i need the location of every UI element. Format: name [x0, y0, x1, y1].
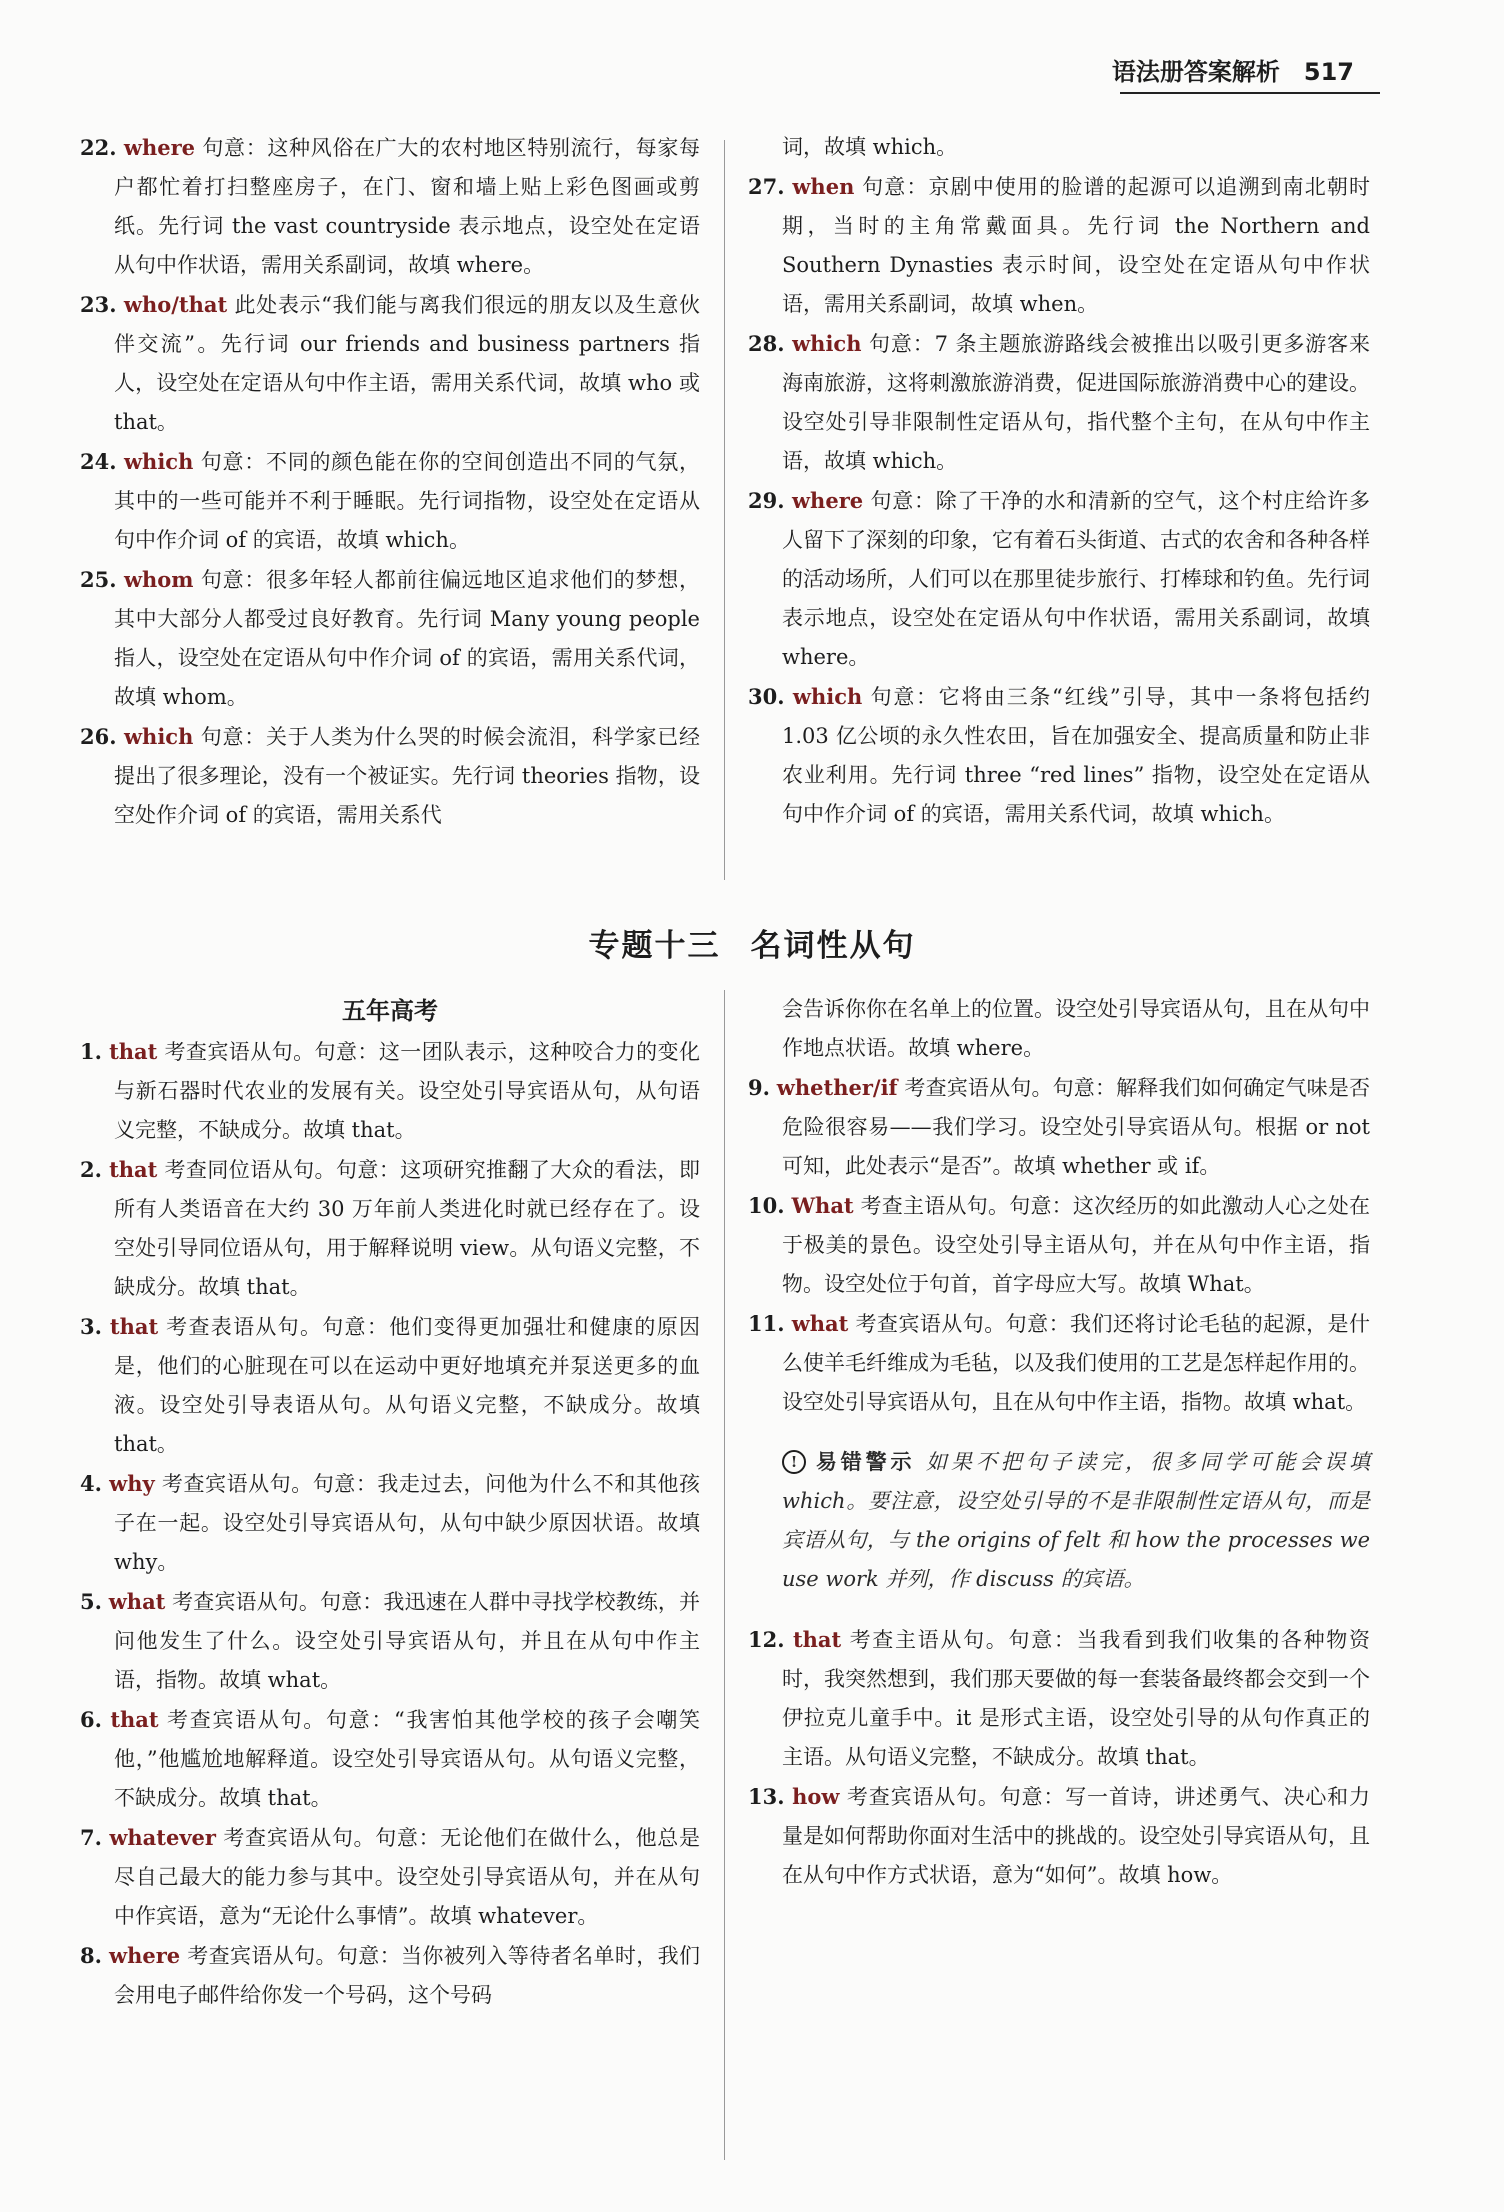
- answer-entry: 5. what 考查宾语从句。句意：我迅速在人群中寻找学校教练，并问他发生了什么。设空处引导宾语从句，并且在从句中作主语，指物。故填 what。: [80, 1589, 700, 1692]
- answer-word: why: [109, 1471, 155, 1496]
- answer-word: that: [110, 1707, 159, 1732]
- answer-word: which: [123, 724, 194, 749]
- answer-word: where: [109, 1943, 181, 1968]
- answer-entry: 11. what 考查宾语从句。句意：我们还将讨论毛毡的起源，是什么使羊毛纤维成为毛毡，以及我们使用的工艺是怎样起作用的。设空处引导宾语从句，且在从句中作主语，指物。故填 what。: [748, 1311, 1370, 1414]
- answer-entry: 4. why 考查宾语从句。句意：我走过去，问他为什么不和其他孩子在一起。设空处引导宾语从句，从句中缺少原因状语。故填 why。: [80, 1471, 700, 1574]
- warning-label: 易错警示: [812, 1450, 916, 1474]
- continued-text: 会告诉你你在名单上的位置。设空处引导宾语从句，且在从句中作地点状语。故填 where。: [782, 997, 1370, 1060]
- answer-entry: 24. which 句意：不同的颜色能在你的空间创造出不同的气氛，其中的一些可能并不利于睡眠。先行词指物，设空处在定语从句中作介词 of 的宾语，故填 which。: [80, 449, 700, 552]
- top-right-column: [748, 128, 1370, 888]
- answer-word: what: [108, 1589, 166, 1614]
- answer-word: which: [123, 449, 194, 474]
- page-header: [1112, 52, 1354, 87]
- answer-entry: 10. What 考查主语从句。句意：这次经历的如此激动人心之处在于极美的景色。设空处引导主语从句，并在从句中作主语，指物。设空处位于句首，首字母应大写。故填 What。: [748, 1193, 1370, 1296]
- answer-entry: 26. which 句意：关于人类为什么哭的时候会流泪，科学家已经提出了很多理论，没有一个被证实。先行词 theories 指物，设空处作介词 of 的宾语，需用关系代: [80, 724, 700, 827]
- answer-word: whatever: [109, 1825, 216, 1850]
- warning-icon: !: [782, 1450, 806, 1474]
- bottom-left-column: [80, 990, 700, 2190]
- answer-word: which: [792, 684, 863, 709]
- answer-entry: 2. that 考查同位语从句。句意：这项研究推翻了大众的看法，即所有人类语音在大约 30 万年前人类进化时就已经存在了。设空处引导同位语从句，用于解释说明 view。从句语义完整，不缺成分。故填 that。: [80, 1157, 700, 1299]
- answer-word: where: [791, 488, 864, 513]
- answer-word: when: [792, 174, 855, 199]
- answer-entry: 6. that 考查宾语从句。句意：“我害怕其他学校的孩子会嘲笑他，”他尴尬地解释道。设空处引导宾语从句。从句语义完整，不缺成分。故填 that。: [80, 1707, 700, 1810]
- answer-word: who/that: [123, 292, 228, 317]
- answer-word: that: [109, 1314, 159, 1339]
- answer-word: that: [109, 1039, 158, 1064]
- answer-word: What: [791, 1193, 854, 1218]
- answer-word: which: [792, 331, 862, 356]
- top-left-column: [80, 128, 700, 888]
- answer-word: whom: [123, 567, 194, 592]
- answer-word: where: [123, 135, 196, 160]
- section-title: 专题十三 名词性从句: [588, 928, 916, 964]
- answer-entry: 28. which 句意：7 条主题旅游路线会被推出以吸引更多游客来海南旅游，这将刺激旅游消费，促进国际旅游消费中心的建设。设空处引导非限制性定语从句，指代整个主句，在从句中作主语，故填 which。: [748, 331, 1370, 473]
- running-title: 语法册答案解析: [1111, 58, 1280, 86]
- bottom-right-column: [748, 990, 1370, 2190]
- answer-entry: 22. where 句意：这种风俗在广大的农村地区特别流行，每家每户都忙着打扫整座房子，在门、窗和墙上贴上彩色图画或剪纸。先行词 the vast countryside 表示地点，设空处在定语从句中作状语，需用关系副词，故填 where。: [80, 135, 700, 277]
- answer-entry: 3. that 考查表语从句。句意：他们变得更加强壮和健康的原因是，他们的心脏现在可以在运动中更好地填充并泵送更多的血液。设空处引导表语从句。从句语义完整，不缺成分。故填 that。: [80, 1314, 700, 1456]
- answer-entry: 29. where 句意：除了干净的水和清新的空气，这个村庄给许多人留下了深刻的印象，它有着石头街道、古式的农舍和各种各样的活动场所，人们可以在那里徒步旅行、打棒球和钓鱼。先行词表示地点，设空处在定语从句中作状语，需用关系副词，故填 where。: [748, 488, 1370, 669]
- error-warning-note: ! 易错警示 如果不把句子读完，很多同学可能会误填 which。要注意，设空处引导的不是非限制性定语从句，而是宾语从句，与 the origins of felt 和 how the processes we use work 并列，作 discuss 的宾语。: [782, 1450, 1370, 1591]
- column-divider: [724, 990, 725, 2160]
- answer-entry: 9. whether/if 考查宾语从句。句意：解释我们如何确定气味是否危险很容易——我们学习。设空处引导宾语从句。根据 or not 可知，此处表示“是否”。故填 whether 或 if。: [748, 1075, 1370, 1178]
- column-divider: [724, 140, 725, 880]
- answer-entry: 13. how 考查宾语从句。句意：写一首诗，讲述勇气、决心和力量是如何帮助你面对生活中的挑战的。设空处引导宾语从句，且在从句中作方式状语，意为“如何”。故填 how。: [748, 1784, 1370, 1887]
- answer-word: whether/if: [776, 1075, 898, 1100]
- answer-entry: 27. when 句意：京剧中使用的脸谱的起源可以追溯到南北朝时期，当时的主角常戴面具。先行词 the Northern and Southern Dynasties 表示时间，设空处在定语从句中作状语，需用关系副词，故填 when。: [748, 174, 1370, 316]
- answer-entry: 30. which 句意：它将由三条“红线”引导，其中一条将包括约 1.03 亿公顷的永久性农田，旨在加强安全、提高质量和防止非农业利用。先行词 three “red lines” 指物，设空处在定语从句中作介词 of 的宾语，需用关系代词，故填 which。: [748, 684, 1370, 826]
- subheading: 五年高考: [342, 997, 438, 1025]
- continued-text: 词，故填 which。: [782, 135, 958, 159]
- answer-entry: 1. that 考查宾语从句。句意：这一团队表示，这种咬合力的变化与新石器时代农业的发展有关。设空处引导宾语从句，从句语义完整，不缺成分。故填 that。: [80, 1039, 700, 1142]
- answer-word: that: [109, 1157, 158, 1182]
- answer-word: how: [792, 1784, 840, 1809]
- answer-entry: 12. that 考查主语从句。句意：当我看到我们收集的各种物资时，我突然想到，我们那天要做的每一套装备最终都会交到一个伊拉克儿童手中。it 是形式主语，设空处引导的从句作真正的主语。从句语义完整，不缺成分。故填 that。: [748, 1627, 1370, 1769]
- answer-entry: 7. whatever 考查宾语从句。句意：无论他们在做什么，他总是尽自己最大的能力参与其中。设空处引导宾语从句，并在从句中作宾语，意为“无论什么事情”。故填 whatever。: [80, 1825, 700, 1928]
- answer-entry: 23. who/that 此处表示“我们能与离我们很远的朋友以及生意伙伴交流”。先行词 our friends and business partners 指人，设空处在定语从句中作主语，需用关系代词，故填 who 或 that。: [80, 292, 700, 434]
- answer-word: that: [792, 1627, 842, 1652]
- header-rule: [1120, 92, 1380, 94]
- answer-entry: 25. whom 句意：很多年轻人都前往偏远地区追求他们的梦想，其中大部分人都受过良好教育。先行词 Many young people 指人，设空处在定语从句中作介词 of 的宾语，需用关系代词，故填 whom。: [80, 567, 700, 709]
- answer-word: what: [791, 1311, 849, 1336]
- answer-entry: 8. where 考查宾语从句。句意：当你被列入等待者名单时，我们会用电子邮件给你发一个号码，这个号码: [80, 1943, 700, 2007]
- page-number: 517: [1303, 58, 1354, 86]
